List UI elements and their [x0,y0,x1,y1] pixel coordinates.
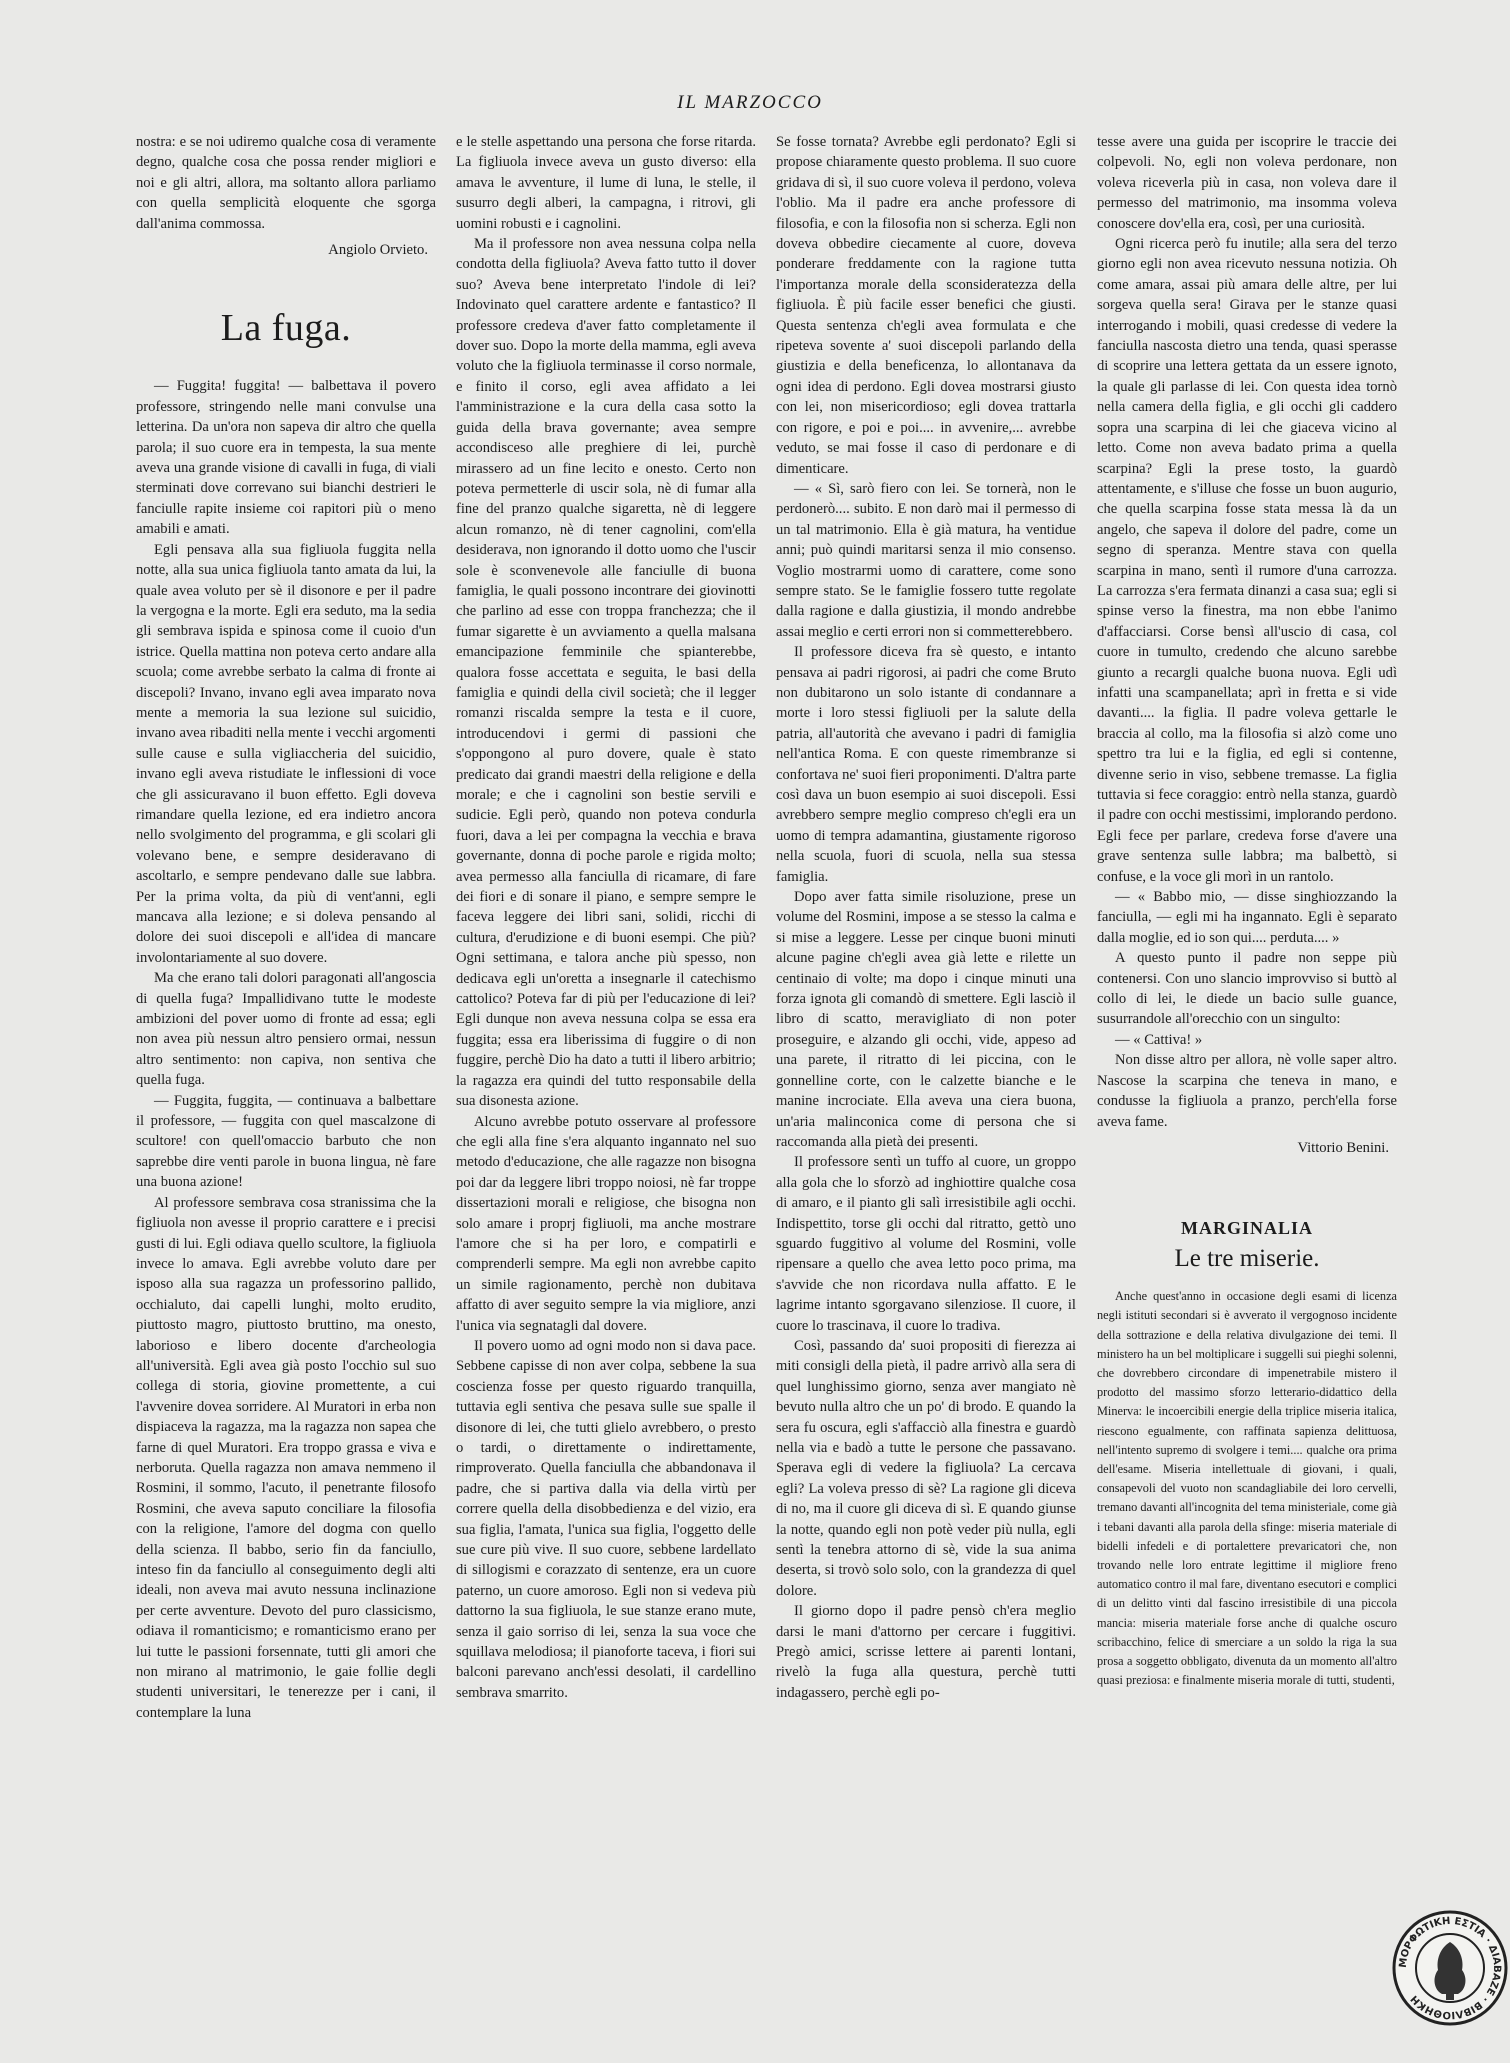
story-paragraph: tesse avere una guida per iscoprire le traccie dei colpevoli. No, egli non voleva perdonare, non voleva riceverla più in casa, non voleva dare il permesso del matrimonio, ma insomma voleva conoscere dov'ella era, così, per una curiosità. [1097,134,1397,232]
story-paragraph: Ma il professore non avea nessuna colpa nella condotta della figliuola? Aveva fatto tutto il dover suo? Aveva bene interpretato l'indole di lei? Indovinato quel carattere ardente e fantastico? Il professore credeva d'aver fatto completamente il dover suo. Dopo la morte della mamma, egli aveva voluto che la figliuola terminasse il corso normale, e finito il corso, egli avea affidato a lei l'amministrazione e la cura della casa sotto la guida della brava governante; avea sempre accondisceso alle preghiere di lei, purchè mirassero ad un fine lecito e onesto. Certo non poteva permetterle di uscir sola, nè di fumar alla fine del pranzo qualche sigaretta, nè di leggere alcun romanzo, nè di tener cagnolini, com'ella desiderava, non ignorando il dotto uomo che l'uscir sole è sconvenevole alle fanciulle di buona famiglia, le quali possono incontrare dei giovinotti che parlino ad esse con troppa franchezza; che il fumar sigarette è un avviamento a quella malsana emancipazione femminile che spianterebbe, qualora fosse accettata e seguita, le basi della famiglia e quindi della civil società; che il legger romanzi riscalda sempre la testa e il cuore, introducendovi i germi di passioni che s'oppongono al puro dovere, quale è stato predicato dai grandi maestri della religione e della morale; e che i cagnolini son bestie servili e sudicie. Egli però, quando non poteva condurla fuori, dava a lei per compagna la vecchia e brava governante, donna di poche parole e rigida molto; avea permesso alla fanciulla di ricamare, di fare dei fiori e di sonare il piano, e sempre sempre le faceva leggere dei libri sani, solidi, ricchi di cultura, d'erudizione e di buoni esempi. Che più? Ogni settimana, e talora anche più spesso, non dedicava egli un'oretta a insegnarle il catechismo cattolico? Poteva far di più per l'educazione di lei? Egli dunque non aveva nessuna colpa se essa era fuggita; essa era liberissima di fuggire o di non fuggire, perchè Dio ha dato a tutti il libero arbitrio; la ragazza era quindi del tutto responsabile della sua disonesta azione. [456,236,756,1110]
story-paragraph: Il professore diceva fra sè questo, e intanto pensava ai padri rigorosi, ai padri che come Bruto non dubitarono un solo istante di condannare a morte i loro stessi figliuoli per la salute della patria, all'autorità che avevano i padri di famiglia nell'antica Roma. E con queste rimembranze si confortava ne' suoi fieri proponimenti. D'altra parte così dava un buon esempio ai suoi discepoli. Essi avrebbero sempre meglio compreso ch'egli era un uomo di tempra adamantina, giustamente rigoroso nella scuola, fuori di scuola, nella sua stessa famiglia. [776,644,1076,885]
story-paragraph: Ma che erano tali dolori paragonati all'angoscia di quella fuga? Impallidivano tutte le modeste ambizioni del pover uomo di fronte ad essa; egli non avea più nessun altro pensiero ormai, nessun altro sentimento: non capiva, non sentiva che quella fuga. [136,970,436,1089]
story-paragraph: Non disse altro per allora, nè volle saper altro. Nascose la scarpina che teneva in mano, e condusse la figliuola a pranzo, perch'ella forse aveva fame. [1097,1052,1397,1130]
story-paragraph: Alcuno avrebbe potuto osservare al professore che egli alla fine s'era alquanto ingannato nel suo metodo d'educazione, che alle ragazze non bisogna poi dar da leggere libri troppo noiosi, nè far troppe dissertazioni morali e religiose, che bisogna non solo amare i proprj figliuoli, ma anche mostrare l'amore che si ha per loro, e compatirli e comprenderli sempre. Ma egli non avrebbe capito un simile ragionamento, perchè non dubitava affatto di aver seguito sempre la via migliore, anzi l'unica via segnatagli dal dovere. [456,1113,756,1334]
section-title: MARGINALIA [1180,1218,1313,1239]
intro-paragraph: nostra: e se noi udiremo qualche cosa di veramente degno, qualche cosa che possa render migliori e noi e gli altri, allora, ma soltanto allora parliamo con quella semplicità eloquente che sgorga dall'anima commossa. [136,134,436,232]
story-paragraph: — « Babbo mio, — disse singhiozzando la fanciulla, — egli mi ha ingannato. Egli è separato dalla moglie, ed io son qui.... perduta.... » [1097,889,1397,946]
column-2 [456,132,756,1947]
story-paragraph: — Fuggita, fuggita, — continuava a balbettare il professore, — fuggita con quel mascalzone di scultore! con quell'omaccio barbuto che non saprebbe dire venti parole in buona lingua, nè fare una buona azione! [136,1092,436,1191]
article-title: Le tre miserie. [1174,1244,1320,1272]
column-4 [1097,132,1397,1947]
intro-signature: Angiolo Orvieto. [328,242,428,259]
story-paragraph: — Fuggita! fuggita! — balbettava il povero professore, stringendo nelle mani convulse una letterina. Da un'ora non sapeva dir altro che quella parola; il suo cuore era in tempesta, la sua mente aveva una grande visione di cavalli in fuga, di viali sterminati dove correvano sui bianchi destrieri le fanciulle rapite insieme coi rapitori più o meno amabili e amati. [136,378,436,538]
story-paragraph: Dopo aver fatta simile risoluzione, prese un volume del Rosmini, impose a se stesso la calma e si mise a leggere. Lesse per cinque buoni minuti alcune pagine ch'egli avea già lette e rilette un centinaio di volte; ma dopo i cinque minuti una forza ignota gli comandò di smettere. Egli lasciò il libro di scatto, meravigliato di non poter proseguire, e alzando gli occhi, vide, appeso ad una parete, il ritratto di lei piccina, con le gonnelline corte, con le calzette bianche e le manine incrociate. Ella aveva una ciera buona, un'aria malinconica come di persona che si raccomanda alla pietà dei presenti. [776,889,1076,1150]
story-paragraph: — « Sì, sarò fiero con lei. Se tornerà, non le perdonerò.... subito. E non darò mai il permesso di un tal matrimonio. Ella è già matura, ha ventidue anni; può quindi maritarsi senza il mio consenso. Voglio mostrarmi uomo di carattere, come sono sempre stato. Se le famiglie fossero tutte regolate dalla ragione e dalla giustizia, il mondo andrebbe assai meglio e certi errori non si commetterebbero. [776,480,1076,640]
story-paragraph: Il professore sentì un tuffo al cuore, un groppo alla gola che lo sforzò ad inghiottire qualche cosa di amaro, e il pianto gli salì irresistibile agli occhi. Indispettito, torse gli occhi dal ritratto, gettò uno sguardo fuggitivo al volume del Rosmini, volle ripensare a quello che avea letto poco prima, ma s'avvide che non ricordava nulla affatto. E le lagrime intanto sgorgavano silenziose. Il cuore, il cuore lo trascinava, il cuore lo tradiva. [776,1154,1076,1334]
story-paragraph: Egli pensava alla sua figliuola fuggita nella notte, alla sua unica figliuola tanto amata da lui, la quale avea voluto per sè il disonore e per il padre la vergogna e la morte. Egli era seduto, ma la sedia gli sembrava ispida e spinosa come il cuoio d'un istrice. Quella mattina non poteva certo andare alla scuola; come avrebbe serbato la calma di fronte ai discepoli? Invano, invano egli avea imparato nova mente a memoria la sua lezione sul suicidio, invano avea ribaditi nella mente i vecchi argomenti sulle cause e sulla vigliaccheria del suicidio, invano egli aveva ristudiate le inflessioni di voce che gli assicuravano il buon effetto. Egli doveva rimandare quella lezione, ed era indietro ancora nello svolgimento del programma, e gli scolari gli volevano bene, e sempre desideravano di ascoltarlo, e sempre pendevano dalle sue labbra. Per la prima volta, da più di vent'anni, egli mancava alla lezione; e si doleva pensando al dolore dei suoi discepoli e all'idea di mancare involontariamente al suo dovere. [136,541,436,966]
story-title: La fuga. [220,307,352,350]
library-stamp [1390,1908,1510,2028]
story-paragraph: — « Cattiva! » [1115,1031,1203,1048]
running-title: IL MARZOCCO [677,92,823,113]
story-paragraph: A questo punto il padre non seppe più contenersi. Con uno slancio improvviso si buttò al collo di lei, le diede un bacio sulle guance, susurrandole all'orecchio con un singulto: [1097,950,1397,1028]
story-paragraph: Se fosse tornata? Avrebbe egli perdonato? Egli si propose chiaramente questo problema. Il suo cuore gridava di sì, il suo cuore voleva il perdono, voleva l'oblio. Ma il padre era anche professore di filosofia, e con la filosofia non si scherza. Egli non doveva obbedire ciecamente al cuore, doveva ponderare freddamente con la ragione tutta l'importanza morale della sconsideratezza della figliuola. È più facile esser benefici che giusti. Questa sentenza ch'egli avea formulata e che ripeteva sovente a' suoi discepoli parlando della giustizia e della beneficenza, lo allontanava da ogni idea di perdono. Egli dovea mostrarsi giusto con lei, non misericordioso; egli dovea trattarla con rigore, e poi e poi.... in avvenire,... avrebbe veduto, se mai fosse il caso di perdonare e di dimenticare. [776,134,1076,477]
story-paragraph: Al professore sembrava cosa stranissima che la figliuola non avesse il proprio carattere e i precisi gusti di lui. Egli odiava quello scultore, la figliuola invece lo amava. Egli avrebbe voluto dare per isposo alla sua ragazza un professorino pallido, occhialuto, dai capelli lunghi, molto erudito, piuttosto magro, piuttosto bruttino, ma onesto, laborioso e libero docente d'archeologia all'università. Egli avea già posto l'occhio sul suo collega di storia, giovine promettente, a cui l'avvenire dovea sorridere. Al Muratori in erba non dispiaceva la ragazza, ma la ragazza non sapea che farne di quel Muratori. Era troppo grassa e viva e nerboruta. Quella ragazza non amava nemmeno il Rosmini, il sommo, l'acuto, il penetrante filosofo Rosmini, che aveva saputo conciliare la filosofia con la religione, l'amore del dogma con quello della scienza. Il babbo, serio fin da fanciullo, inteso fin da fanciullo al conseguimento degli alti ideali, non aveva mai avuto nessuna inclinazione per certe avventure. Devoto del puro classicismo, odiava il romanticismo; e romanticismo erano per lui tutte le passioni forsennate, tutti gli amori che non mirano al matrimonio, le gaie follie degli studenti universitari, le tenerezze per i cani, il contemplare la luna [136,1194,436,1721]
column-1 [136,132,436,1947]
stamp-text: ΜΟΡΦΩΤΙΚΗ ΕΣΤΙΑ · ΔΙΑΒΑΖΕ · ΒΙΒΛΙΟΘΗΚΗ [1397,1915,1503,2021]
story-signature: Vittorio Benini. [1297,1139,1389,1156]
story-paragraph: Il povero uomo ad ogni modo non si dava pace. Sebbene capisse di non aver colpa, sebbene la sua coscienza fosse per questo riguardo tranquilla, tuttavia egli sentiva che pesava sulle sue spalle il disonore di lei, che tutti glielo avrebbero, o presto o tardi, o direttamente o indirettamente, rimproverato. Quella fanciulla che abbandonava il padre, che si partiva dalla via della virtù per correre quella della disobbedienza e del vizio, era sua figlia, l'amata, l'unica sua figlia, l'oggetto delle sue cure più vive. Il suo cuore, sebbene lardellato di sillogismi e corazzato di sentenze, era un cuore paterno, un cuore amoroso. Egli non si vedeva più dattorno la sua figliuola, le sue stanze erano mute, senza il gaio sorriso di lei, senza la sua voce che squillava melodiosa; il pianoforte taceva, i fiori sui balconi parevano anch'essi desolati, il cardellino sembrava smarrito. [456,1337,756,1701]
story-paragraph: e le stelle aspettando una persona che forse ritarda. La figliuola invece aveva un gusto diverso: ella amava le avventure, il lume di luna, le stelle, il susurro degli alberi, la campagna, i ritrovi, gli uomini robusti e i cagnolini. [456,134,756,232]
story-paragraph: Così, passando da' suoi propositi di fierezza ai miti consigli della pietà, il padre arrivò alla sera di quel lunghissimo giorno, senza aver mangiato nè bevuto nulla altro che un po' di brodo. E quando la sera fu oscura, egli s'affacciò alla finestra e guardò nella via e badò a tutte le persone che passavano. Sperava egli di vedere la figliuola? La cercava egli? La voleva presso di sè? La ragione gli diceva di no, ma il cuore gli diceva di sì. E quando giunse la notte, quando egli non potè veder più nulla, egli sentì la tenebra attorno di sè, vide la sua anima deserta, si trovò solo solo, con la grandezza di quel dolore. [776,1337,1076,1599]
article-paragraph: Anche quest'anno in occasione degli esami di licenza negli istituti secondari si è avverato il vergognoso incidente della sottrazione e della relativa divulgazione dei temi. Il ministero ha un bel moltiplicare i suggelli sui pieghi solenni, che dovrebbero circondare di impenetrabile mistero il prodotto del massimo sforzo letterario-didattico della Minerva: le incoercibili energie della triplice miseria italica, riescono egualmente, con raffinata sapienza delittuosa, nell'intento supremo di svolgere i temi.... qualche ora prima dell'esame. Miseria intellettuale di giovani, i quali, consapevoli del vuoto non scandagliabile dei loro cervelli, tremano davanti all'incognita del tema ministeriale, come già i tebani davanti alla parola della sfinge: miseria materiale di bidelli infedeli e di portalettere prevaricatori che, non trovando nelle loro entrate legittime il migliore freno automatico contro il mal fare, diventano esecutori e complici di un delitto vinti dal fascino irresistibile di una piccola mancia: miseria materiale forse anche di qualche oscuro scribacchino, felice di smerciare a un soldo la riga la sua prosa a soggetto obbligato, divenuta da un momento all'altro quasi preziosa: e finalmente miseria morale di tutti, studenti, [1097,1289,1397,1688]
story-paragraph: Il giorno dopo il padre pensò ch'era meglio darsi le mani d'attorno per cercare i fuggitivi. Pregò amici, scrisse lettere ai parenti lontani, rivelò la fuga alla questura, perchè tutti indagassero, perchè egli po- [776,1603,1076,1701]
story-paragraph: Ogni ricerca però fu inutile; alla sera del terzo giorno egli non avea ricevuto nessuna notizia. Oh come amara, assai più amara delle altre, per lui sorgeva quella sera! Girava per le stanze quasi interrogando i mobili, quasi credesse di vedere la fanciulla nascosta dietro una tenda, quasi sperasse di scoprire una lettera gettata da un essere ignoto, la quale gli parlasse di lei. Con questa idea tornò nella camera della figlia, e gli occhi gli caddero sopra una scarpina di lei che giaceva vicino al letto. Come non aveva badato prima a quella scarpina? Egli la prese tosto, la guardò attentamente, e s'illuse che fosse un buon augurio, che quella scarpina fosse stata messa là da un angelo, che sapeva il dolore del padre, come un segno di speranza. Mentre stava con quella scarpina in mano, sentì il rumore d'una carrozza. La carrozza s'era fermata dinanzi a casa sua; egli si spinse verso la finestra, ma non ebbe l'animo d'affacciarsi. Corse bensì all'uscio di casa, col cuore in tumulto, credendo che alcuno sarebbe giunto a recargli qualche buona nuova. Egli udì infatti una scampanellata; aprì in fretta e si vide davanti.... la figlia. Il padre voleva gettarle le braccia al collo, ma la filosofia si alzò come uno spettro tra lui e la figlia, ed egli si contenne, divenne serio in viso, sebbene tremasse. La figlia tuttavia si fece coraggio: entrò nella stanza, guardò il padre con occhi mestissimi, implorando perdono. Egli fece per parlare, credeva forse d'avere una grave sentenza sulle labbra; ma balbettò, si confuse, e la voce gli morì in un rantolo. [1097,236,1397,885]
column-3 [776,132,1076,1947]
